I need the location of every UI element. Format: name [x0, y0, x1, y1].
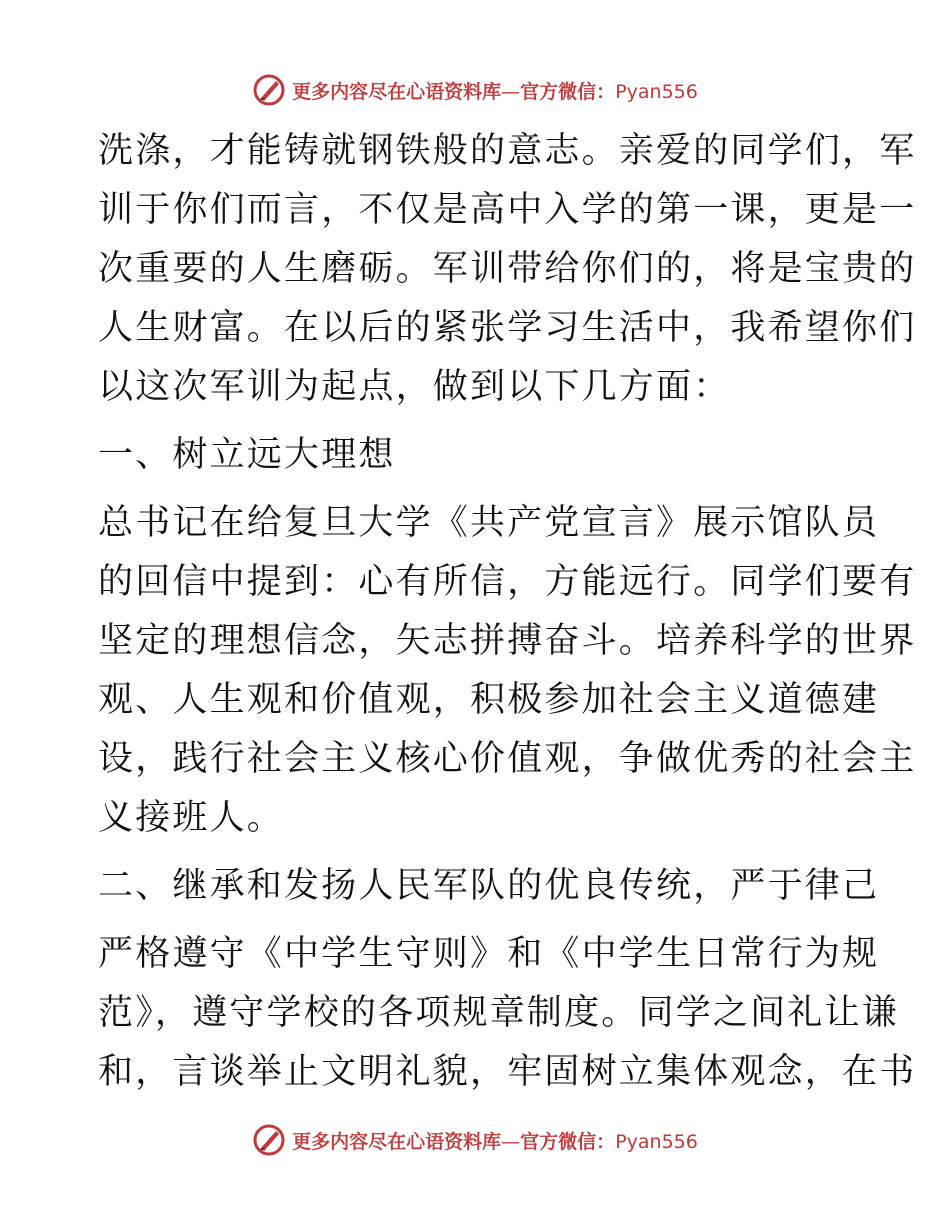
- watermark-handle: Pyan556: [615, 80, 698, 103]
- text-line: 坚定的理想信念，矢志拼搏奋斗。培养科学的世界: [98, 621, 917, 661]
- watermark-dash: —: [501, 1130, 521, 1153]
- watermark-main: 更多内容尽在心语资料库: [292, 80, 502, 103]
- text-line: 总书记在给复旦大学《共产党宣言》展示馆队员: [98, 503, 880, 543]
- watermark-handle: Pyan556: [615, 1130, 698, 1153]
- text-line: 义接班人。: [98, 798, 285, 838]
- text-line: 的回信中提到：心有所信，方能远行。同学们要有: [98, 562, 917, 602]
- footer-watermark: [0, 1120, 950, 1160]
- watermark-dash: —: [501, 80, 521, 103]
- watermark-main: 更多内容尽在心语资料库: [292, 1130, 502, 1153]
- pen-logo-icon: [252, 73, 286, 107]
- watermark-text: [292, 1127, 698, 1154]
- text-line: 洗涤，才能铸就钢铁般的意志。亲爱的同学们，军: [98, 131, 917, 171]
- section-heading-2: 二、继承和发扬人民军队的优良传统，严于律己: [98, 866, 880, 906]
- watermark-official: 官方微信：: [520, 1130, 616, 1153]
- watermark-official: 官方微信：: [520, 80, 616, 103]
- text-line: 设，践行社会主义核心价值观，争做优秀的社会主: [98, 739, 917, 779]
- text-line: 训于你们而言，不仅是高中入学的第一课，更是一: [98, 190, 917, 230]
- section-heading-1: 一、树立远大理想: [98, 435, 396, 475]
- header-watermark: [0, 70, 950, 110]
- text-line: 严格遵守《中学生守则》和《中学生日常行为规: [98, 934, 880, 974]
- document-body: [98, 122, 917, 1102]
- text-line: 次重要的人生磨砺。军训带给你们的，将是宝贵的: [98, 249, 917, 289]
- text-line: 范》，遵守学校的各项规章制度。同学之间礼让谦: [98, 993, 899, 1033]
- watermark-text: [292, 77, 698, 104]
- text-line: 人生财富。在以后的紧张学习生活中，我希望你们: [98, 308, 917, 348]
- pen-logo-icon: [252, 1123, 286, 1157]
- text-line: 和，言谈举止文明礼貌，牢固树立集体观念，在书: [98, 1052, 917, 1092]
- text-line: 观、人生观和价值观，积极参加社会主义道德建: [98, 680, 880, 720]
- text-line: 以这次军训为起点，做到以下几方面：: [98, 367, 731, 407]
